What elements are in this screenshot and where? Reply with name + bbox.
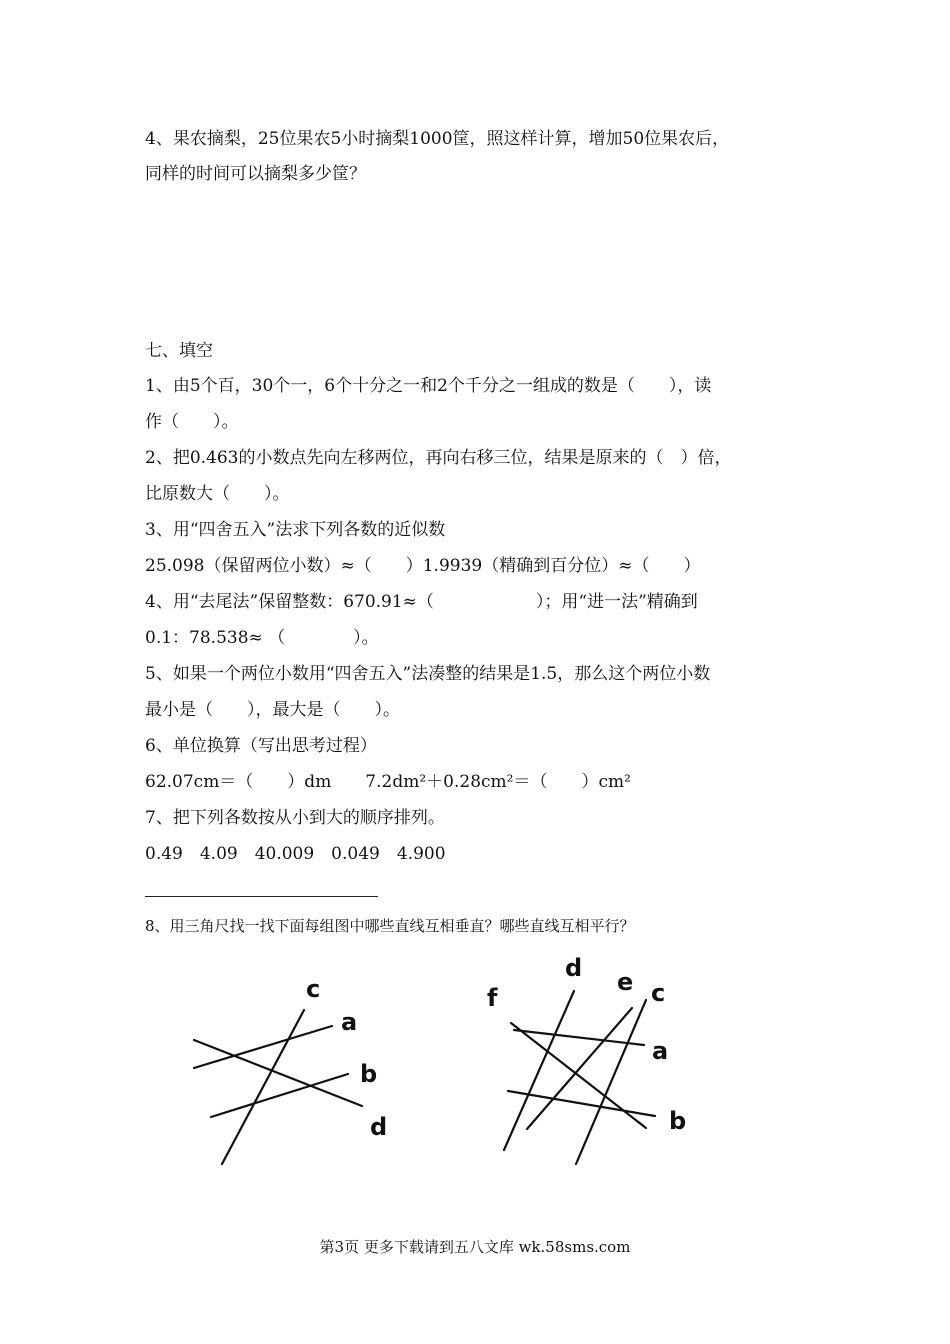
figure-group-1 xyxy=(194,1010,362,1164)
label-c-left: c xyxy=(306,975,321,1003)
q8-line-1: 8、用三角尺找一找下面每组图中哪些直线互相垂直？哪些直线互相平行？ xyxy=(145,917,635,935)
q6-line-1: 6、单位换算（写出思考过程） xyxy=(145,736,377,756)
line-figure xyxy=(0,940,950,1190)
label-a-left: a xyxy=(341,1008,358,1036)
figure-group-2 xyxy=(504,991,655,1164)
page-footer: 第3页 更多下载请到五八文库 wk.58sms.com xyxy=(319,1238,631,1256)
q3-line-1: 3、用“四舍五入”法求下列各数的近似数 xyxy=(145,520,446,540)
q7-line-1: 7、把下列各数按从小到大的顺序排列。 xyxy=(145,808,445,828)
line-b-left xyxy=(211,1074,348,1117)
q2-line-2: 比原数大（ ）。 xyxy=(145,484,290,504)
label-e-right: e xyxy=(617,968,634,996)
q5-line-2: 最小是（ ），最大是（ ）。 xyxy=(145,700,400,720)
q1-line-2: 作（ ）。 xyxy=(145,412,239,432)
q1-line-1: 1、由5个百，30个一，6个十分之一和2个千分之一组成的数是（ ），读 xyxy=(145,376,712,396)
q3-line-2: 25.098（保留两位小数）≈（ ）1.9939（精确到百分位）≈（ ） xyxy=(145,556,701,576)
label-b-right: b xyxy=(669,1107,687,1135)
q6-line-2: 62.07cm＝（ ）dm 7.2dm²＋0.28cm²＝（ ）cm² xyxy=(145,772,631,792)
line-f-right xyxy=(511,1023,646,1128)
label-a-right: a xyxy=(652,1037,669,1065)
label-b-left: b xyxy=(360,1060,378,1088)
q2-line-1: 2、把0.463的小数点先向左移两位，再向右移三位，结果是原来的（ ）倍， xyxy=(145,448,732,468)
label-f-right: f xyxy=(487,984,498,1012)
label-d-right: d xyxy=(565,954,583,982)
q5-line-1: 5、如果一个两位小数用“四舍五入”法凑整的结果是1.5，那么这个两位小数 xyxy=(145,664,711,684)
line-c-left xyxy=(222,1010,304,1164)
q4-line-2: 0.1：78.538≈ （ ）。 xyxy=(145,628,379,648)
answer-line xyxy=(145,896,378,897)
q7-line-2: 0.49 4.09 40.009 0.049 4.900 xyxy=(145,844,446,864)
line-d-right xyxy=(504,991,574,1150)
problem-4-line-1: 4、果农摘梨，25位果农5小时摘梨1000筐，照这样计算，增加50位果农后， xyxy=(145,129,730,149)
problem-4-line-2: 同样的时间可以摘梨多少筐？ xyxy=(145,164,366,184)
q4-line-1: 4、用“去尾法”保留整数：670.91≈（ ）；用“进一法”精确到 xyxy=(145,592,698,612)
section-7-heading: 七、填空 xyxy=(145,341,213,361)
label-c-right: c xyxy=(651,979,666,1007)
line-b-right xyxy=(508,1091,655,1116)
line-figure-svg xyxy=(0,940,950,1190)
label-d-left: d xyxy=(370,1113,388,1141)
line-a-right xyxy=(514,1030,644,1045)
